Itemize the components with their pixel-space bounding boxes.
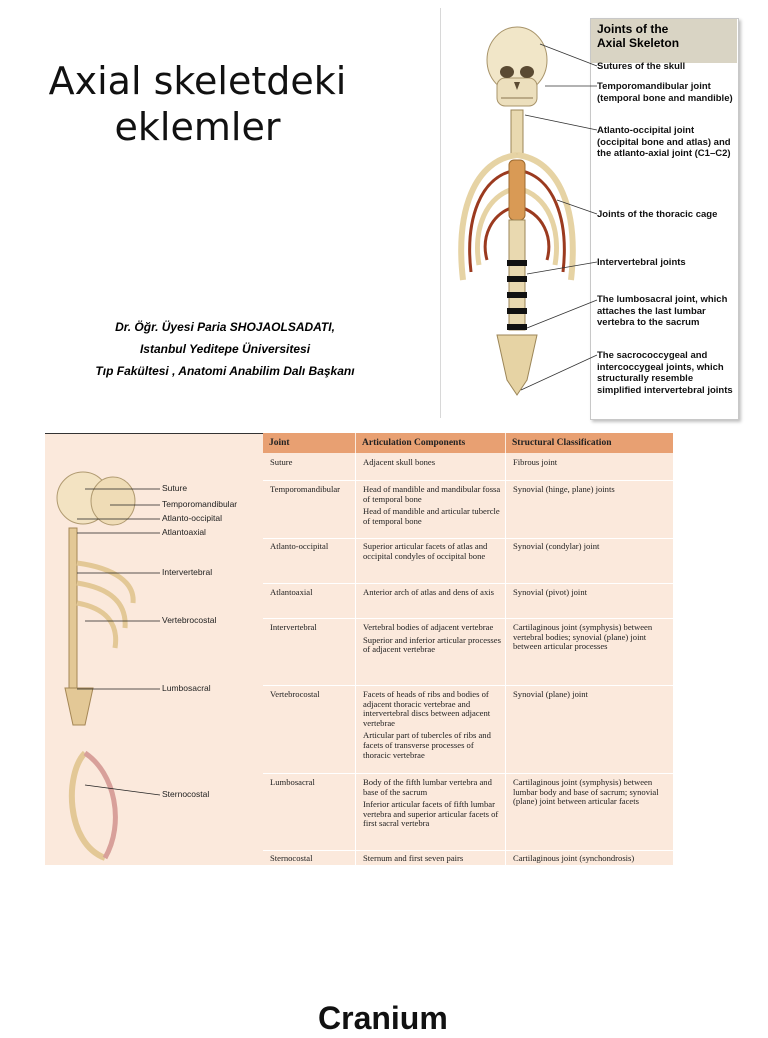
row-atlanto-occipital-components	[363, 542, 501, 564]
next-slide-heading: Cranium	[318, 1000, 448, 1036]
row-temporomandibular-components	[363, 485, 501, 529]
row-sternocostal-joint: Sternocostal	[270, 853, 313, 863]
label-intervertebral: Intervertebral joints	[597, 257, 686, 268]
component-text: Sternum and first seven pairs	[363, 853, 464, 863]
row-separator	[263, 685, 673, 686]
row-separator	[263, 773, 673, 774]
component-text: Superior articular facets of atlas and occipital condyles of occipital bone	[363, 541, 488, 561]
component-text: Adjacent skull bones	[363, 457, 436, 467]
component-text: Anterior arch of atlas and dens of axis	[363, 587, 495, 597]
skeleton-label-vertebrocostal: Vertebrocostal	[162, 615, 217, 625]
divider-line	[440, 8, 441, 418]
row-lumbosacral-joint: Lumbosacral	[270, 777, 315, 787]
row-suture-joint: Suture	[270, 457, 293, 467]
row-vertebrocostal-classification: Synovial (plane) joint	[513, 689, 588, 699]
row-atlantoaxial-joint: Atlantoaxial	[270, 587, 313, 597]
label-thoracic-cage: Joints of the thoracic cage	[597, 209, 718, 220]
row-atlantoaxial-components	[363, 588, 501, 601]
component-text: Head of mandible and articular tubercle of temporal bone	[363, 506, 500, 526]
leader-lines	[445, 10, 755, 420]
column-header-joint: Joint	[263, 433, 355, 453]
component-text: Body of the fifth lumbar vertebra and base of the sacrum	[363, 777, 492, 797]
row-lumbosacral-components	[363, 778, 501, 832]
row-vertebrocostal-joint: Vertebrocostal	[270, 689, 320, 699]
row-atlanto-occipital-joint: Atlanto-occipital	[270, 541, 329, 551]
component-text: Facets of heads of ribs and bodies of adjacent thoracic vertebrae and intervertebral discs between adjacent vertebrae	[363, 689, 491, 728]
skeleton-label-intervertebral: Intervertebral	[162, 567, 213, 577]
label-sacrococcygeal: The sacrococcygeal and intercoccygeal joints, which structurally resemble simplified intervertebral joints	[597, 350, 733, 396]
author-university: Istanbul Yeditepe Üniversitesi	[139, 342, 311, 356]
row-suture-classification: Fibrous joint	[513, 457, 558, 467]
figure-heading-line1: Joints of the	[597, 22, 669, 36]
row-sternocostal-classification: Cartilaginous joint (synchondrosis)	[513, 853, 635, 863]
row-lumbosacral-classification: Cartilaginous joint (symphysis) between lumbar body and base of sacrum; synovial (plane) joint between articular facets	[513, 777, 659, 807]
row-atlanto-occipital-classification: Synovial (condylar) joint	[513, 541, 600, 551]
skeleton-label-atlantoaxial: Atlantoaxial	[162, 527, 206, 537]
table-skeleton-illustration	[45, 463, 263, 863]
column-header-components: Articulation Components	[356, 433, 505, 453]
skeleton-label-temporomandibular: Temporomandibular	[162, 499, 238, 509]
component-text: Superior and inferior articular processes of adjacent vertebrae	[363, 634, 501, 655]
column-separator	[355, 453, 356, 865]
row-temporomandibular-joint: Temporomandibular	[270, 484, 341, 494]
row-separator	[263, 583, 673, 584]
row-intervertebral-joint: Intervertebral	[270, 622, 317, 632]
row-separator	[263, 618, 673, 619]
row-temporomandibular-classification: Synovial (hinge, plane) joints	[513, 484, 615, 494]
author-name: Dr. Öğr. Üyesi Paria SHOJAOLSADATI,	[115, 320, 335, 334]
component-text: Head of mandible and mandibular fossa of temporal bone	[363, 484, 501, 504]
author-block	[60, 316, 390, 382]
skeleton-label-sternocostal: Sternocostal	[162, 789, 210, 799]
row-suture-components	[363, 458, 501, 471]
label-sutures: Sutures of the skull	[597, 61, 686, 72]
label-atlanto-occipital: Atlanto-occipital joint (occipital bone and atlas) and the atlanto-axial joint (C1–C2)	[597, 125, 731, 159]
skeleton-label-lumbosacral: Lumbosacral	[162, 683, 211, 693]
component-text: Articular part of tubercles of ribs and facets of transverse processes of thoracic vertebrae	[363, 730, 491, 760]
row-intervertebral-classification: Cartilaginous joint (symphysis) between vertebral bodies; synovial (plane) joint between articular processes	[513, 622, 653, 652]
label-lumbosacral: The lumbosacral joint, which attaches the last lumbar vertebra to the sacrum	[597, 294, 728, 328]
row-vertebrocostal-components	[363, 690, 501, 763]
label-temporomandibular: Temporomandibular joint (temporal bone and mandible)	[597, 81, 733, 104]
slide-title: Axial skeletdeki eklemler	[48, 59, 347, 149]
skeleton-label-atlanto-occipital: Atlanto-occipital	[162, 513, 223, 523]
joints-table-figure	[45, 433, 673, 865]
row-separator	[263, 480, 673, 481]
component-text: Vertebral bodies of adjacent vertebrae	[363, 622, 494, 632]
axial-skeleton-figure	[445, 10, 755, 420]
row-separator	[263, 850, 673, 851]
row-atlantoaxial-classification: Synovial (pivot) joint	[513, 587, 587, 597]
skeleton-label-suture: Suture	[162, 483, 188, 493]
row-separator	[263, 538, 673, 539]
component-text: Inferior articular facets of fifth lumbar vertebra and superior articular facets of first sacral vertebra	[363, 799, 499, 829]
column-header-classification: Structural Classification	[506, 433, 673, 453]
author-department: Tıp Fakültesi , Anatomi Anabilim Dalı Başkanı	[95, 364, 355, 378]
table-top-rule	[45, 433, 263, 454]
row-intervertebral-components	[363, 623, 501, 658]
figure-heading-line2: Axial Skeleton	[597, 36, 680, 50]
column-separator	[505, 453, 506, 865]
row-sternocostal-components	[363, 854, 501, 865]
